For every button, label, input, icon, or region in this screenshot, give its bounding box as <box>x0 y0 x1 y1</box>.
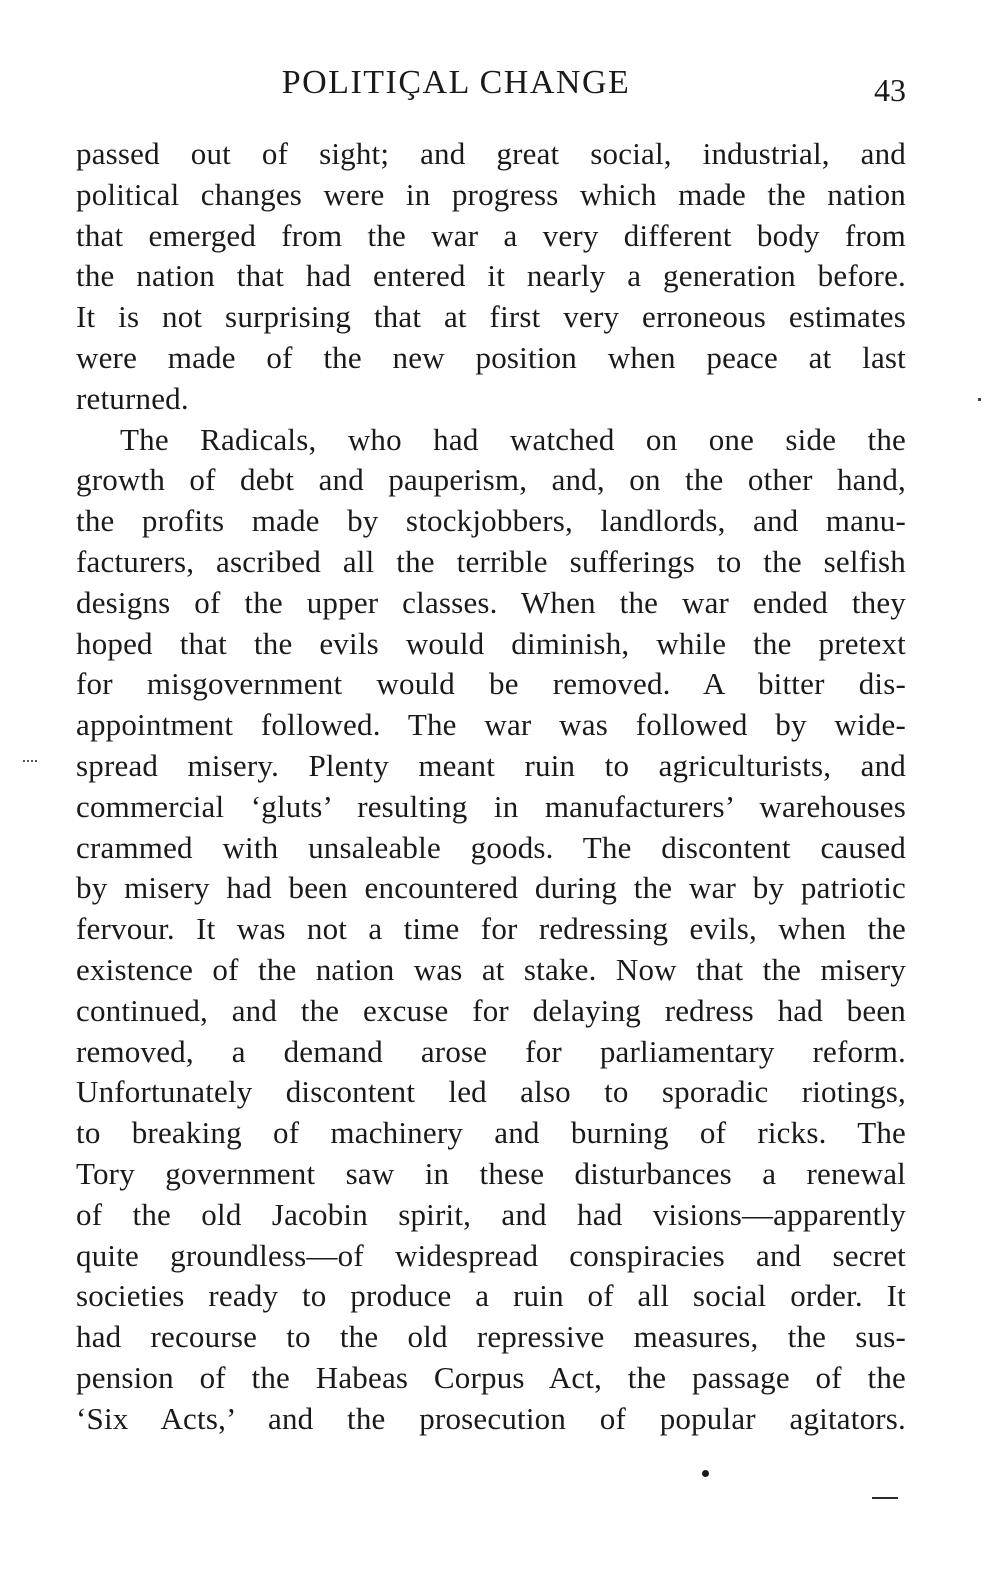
text-line: that emerged from the war a very different body from <box>76 217 906 253</box>
text-line: of the old Jacobin spirit, and had visions—apparently <box>76 1196 906 1232</box>
text-line: by misery had been encountered during the war by patriotic <box>76 870 906 906</box>
text-line: had recourse to the old repressive measures, the sus- <box>76 1319 906 1355</box>
body-text <box>76 134 906 1440</box>
signature-mark <box>702 1470 709 1477</box>
page-number: 43 <box>874 72 906 108</box>
text-line: were made of the new position when peace at last <box>76 339 906 375</box>
text-line: the profits made by stockjobbers, landlords, and manu- <box>76 503 906 539</box>
text-line: It is not surprising that at first very erroneous estimates <box>76 299 906 335</box>
text-line: growth of debt and pauperism, and, on the other hand, <box>76 462 906 498</box>
text-line: returned. <box>76 380 189 416</box>
text-line: ‘Six Acts,’ and the prosecution of popular agitators. <box>76 1400 906 1436</box>
text-line: removed, a demand arose for parliamentary reform. <box>76 1033 906 1069</box>
text-line: political changes were in progress which made the nation <box>76 176 906 212</box>
text-line: commercial ‘gluts’ resulting in manufacturers’ warehouses <box>76 788 906 824</box>
text-line: continued, and the excuse for delaying redress had been <box>76 992 906 1028</box>
catchword-dash <box>872 1497 898 1499</box>
text-line: spread misery. Plenty meant ruin to agriculturists, and <box>76 747 906 783</box>
text-line: to breaking of machinery and burning of ricks. The <box>76 1115 906 1151</box>
text-line: fervour. It was not a time for redressing evils, when the <box>76 911 906 947</box>
scan-dots <box>23 760 37 764</box>
text-line: Unfortunately discontent led also to sporadic riotings, <box>76 1074 906 1110</box>
text-line: appointment followed. The war was followed by wide- <box>76 707 906 743</box>
text-line: crammed with unsaleable goods. The discontent caused <box>76 829 906 865</box>
text-line: hoped that the evils would diminish, while the pretext <box>76 625 906 661</box>
text-line: passed out of sight; and great social, industrial, and <box>76 136 906 171</box>
running-title: POLITIÇAL CHANGE <box>281 64 631 101</box>
running-head <box>76 64 906 114</box>
text-line: facturers, ascribed all the terrible sufferings to the selfish <box>76 543 906 579</box>
text-line: societies ready to produce a ruin of all social order. It <box>76 1278 906 1314</box>
text-line: Tory government saw in these disturbances a renewal <box>76 1155 906 1191</box>
text-line: designs of the upper classes. When the war ended they <box>76 584 906 620</box>
text-line: for misgovernment would be removed. A bitter dis- <box>76 666 906 702</box>
scan-speck <box>978 398 981 401</box>
text-line: The Radicals, who had watched on one side the <box>120 421 906 457</box>
text-line: quite groundless—of widespread conspiracies and secret <box>76 1237 906 1273</box>
text-line: existence of the nation was at stake. Now that the misery <box>76 951 906 987</box>
text-line: the nation that had entered it nearly a generation before. <box>76 258 906 294</box>
text-line: pension of the Habeas Corpus Act, the passage of the <box>76 1359 906 1395</box>
